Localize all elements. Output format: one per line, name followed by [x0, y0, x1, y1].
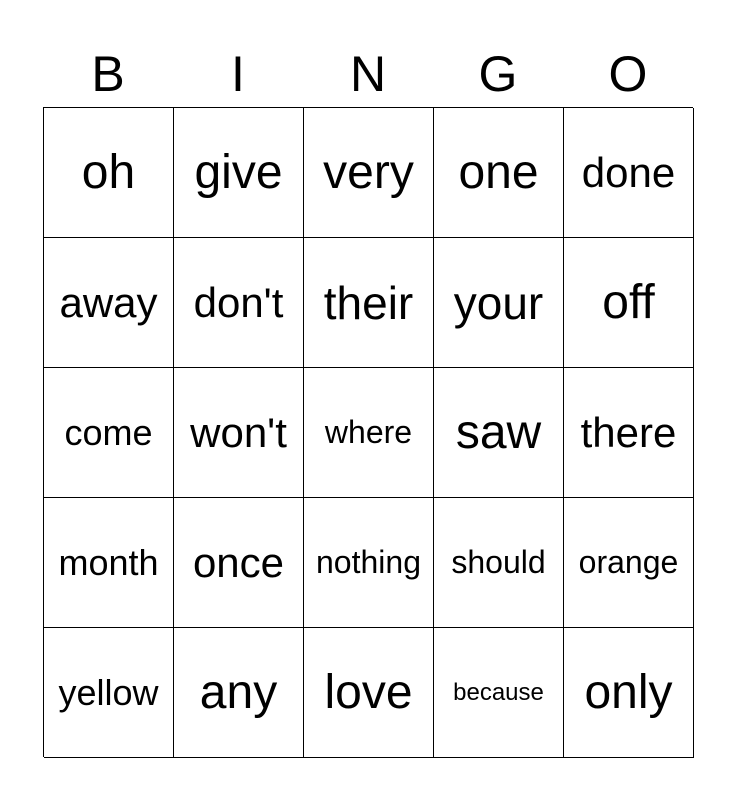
- bingo-cell-r5-c5[interactable]: only: [564, 628, 694, 758]
- bingo-cell-r1-c3[interactable]: very: [304, 108, 434, 238]
- header-letter-n: N: [349, 46, 387, 102]
- bingo-cell-r2-c4[interactable]: your: [434, 238, 564, 368]
- bingo-cell-r3-c1[interactable]: come: [44, 368, 174, 498]
- header-letter-b: B: [91, 46, 125, 102]
- bingo-cell-r4-c5[interactable]: orange: [564, 498, 694, 628]
- bingo-cell-r3-c3[interactable]: where: [304, 368, 434, 498]
- bingo-cell-r2-c1[interactable]: away: [44, 238, 174, 368]
- bingo-cell-r1-c1[interactable]: oh: [44, 108, 174, 238]
- header-letter-i: I: [231, 46, 245, 102]
- header-letter-g: G: [478, 46, 518, 102]
- bingo-cell-r4-c4[interactable]: should: [434, 498, 564, 628]
- bingo-cell-r3-c2[interactable]: won't: [174, 368, 304, 498]
- bingo-header: [43, 40, 693, 108]
- header-letter-o: O: [608, 46, 648, 102]
- bingo-cell-r3-c4[interactable]: saw: [434, 368, 564, 498]
- bingo-cell-r2-c2[interactable]: don't: [174, 238, 304, 368]
- bingo-cell-r1-c5[interactable]: done: [564, 108, 694, 238]
- bingo-cell-r5-c4[interactable]: because: [434, 628, 564, 758]
- bingo-board: [43, 107, 693, 757]
- bingo-cell-r1-c4[interactable]: one: [434, 108, 564, 238]
- bingo-cell-r2-c5[interactable]: off: [564, 238, 694, 368]
- bingo-cell-r5-c3[interactable]: love: [304, 628, 434, 758]
- bingo-cell-r1-c2[interactable]: give: [174, 108, 304, 238]
- bingo-cell-r4-c1[interactable]: month: [44, 498, 174, 628]
- bingo-cell-r4-c3[interactable]: nothing: [304, 498, 434, 628]
- bingo-cell-r2-c3[interactable]: their: [304, 238, 434, 368]
- bingo-cell-r4-c2[interactable]: once: [174, 498, 304, 628]
- bingo-cell-r5-c1[interactable]: yellow: [44, 628, 174, 758]
- bingo-cell-r5-c2[interactable]: any: [174, 628, 304, 758]
- bingo-cell-r3-c5[interactable]: there: [564, 368, 694, 498]
